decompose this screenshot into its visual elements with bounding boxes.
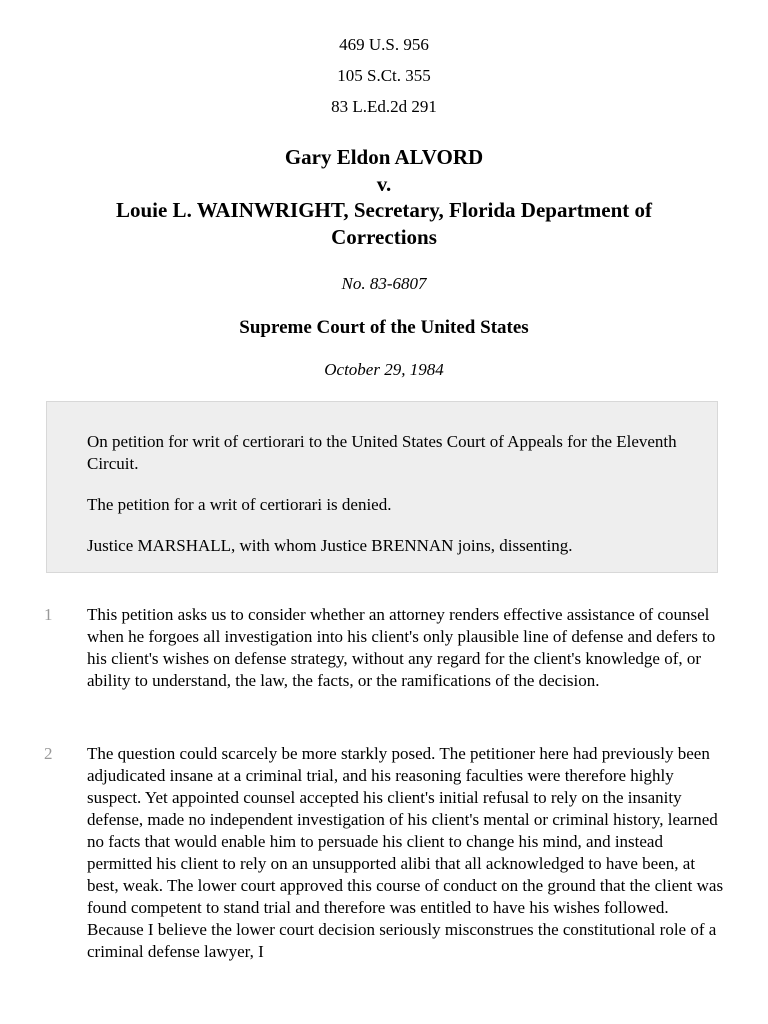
citation-us-reports: 469 U.S. 956 — [339, 35, 429, 54]
paragraph-number: 1 — [44, 605, 53, 624]
paragraph-text: The question could scarcely be more starkly posed. The petitioner here had previously been adjudicated insane at a criminal trial, and his reasoning faculties were therefore highly suspect. Yet appointed counsel accepted his client's initial refusal to rely on the insanity defense, made no independent investigation of his client's mental or criminal history, learned no facts that would enable him to persuade his client to change his mind, and instead permitted his client to rely on an unsupported alibi that all acknowledged to have been, at best, weak. The lower court approved this course of conduct on the ground that the client was found competent to stand trial and therefore was entitled to have his wishes followed. Because I believe the lower court decision seriously misconstrues the constitutional role of a criminal defense lawyer, I — [87, 744, 724, 961]
paragraph-text: This petition asks us to consider whether an attorney renders effective assistance of counsel when he forgoes all investigation into his client's only plausible line of defense and defers to his client's wishes on defense strategy, without any regard for the client's knowledge of, or ability to understand, the law, the facts, or the ramifications of the decision. — [87, 605, 716, 690]
versus-label: v. — [376, 171, 392, 196]
case-citations — [0, 34, 768, 127]
citation-lawyers-edition: 83 L.Ed.2d 291 — [331, 97, 437, 116]
respondent-name-line-1: Louie L. WAINWRIGHT, Secretary, Florida Department of — [115, 198, 653, 222]
docket-number: No. 83-6807 — [341, 274, 427, 293]
case-parties — [0, 144, 768, 250]
respondent-name-line-2: Corrections — [331, 224, 437, 249]
decision-date: October 29, 1984 — [324, 360, 444, 379]
preliminary-box — [46, 401, 718, 573]
citation-supreme-court-reporter: 105 S.Ct. 355 — [337, 66, 431, 85]
disposition-text: The petition for a writ of certiorari is denied. — [87, 495, 392, 514]
petition-text: On petition for writ of certiorari to the United States Court of Appeals for the Eleventh Circuit. — [87, 432, 677, 473]
paragraph-number: 2 — [44, 744, 53, 763]
court-name: Supreme Court of the United States — [239, 317, 529, 338]
dissent-note: Justice MARSHALL, with whom Justice BRENNAN joins, dissenting. — [87, 536, 573, 555]
petitioner-name: Gary Eldon ALVORD — [284, 145, 484, 169]
